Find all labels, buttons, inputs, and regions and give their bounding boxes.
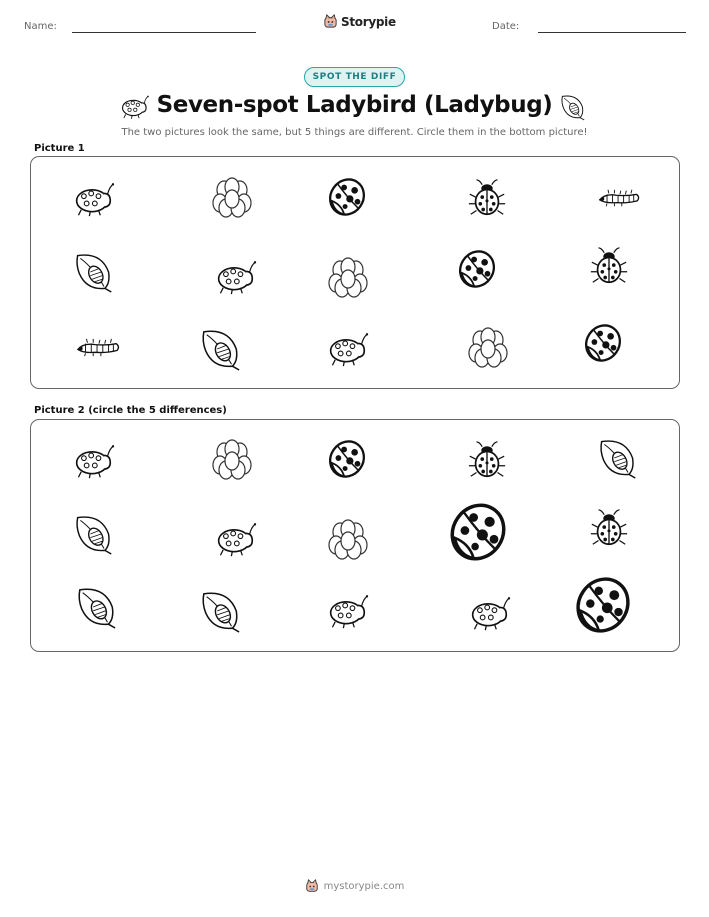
name-line[interactable]	[72, 32, 256, 33]
larva-icon[interactable]	[596, 186, 642, 210]
brand-logo	[323, 14, 396, 29]
ladybug-top-icon[interactable]	[466, 178, 508, 220]
spot-the-diff-badge: SPOT THE DIFF	[304, 67, 405, 87]
ladybug-side-icon[interactable]	[212, 256, 258, 296]
ladybug-top-icon[interactable]	[466, 440, 508, 482]
ladybug-shell-icon[interactable]	[582, 322, 624, 364]
leaf-pupa-icon[interactable]	[200, 326, 242, 372]
leaf-pupa-icon[interactable]	[598, 436, 638, 480]
leaf-pupa-icon[interactable]	[76, 584, 118, 630]
page-title: Seven-spot Ladybird (Ladybug)	[156, 92, 553, 118]
storypie-logo-icon	[323, 14, 338, 29]
date-line[interactable]	[538, 32, 686, 33]
egg-cluster-icon[interactable]	[210, 438, 254, 482]
larva-icon[interactable]	[74, 335, 122, 360]
ladybug-side-icon[interactable]	[212, 518, 258, 558]
leaf-pupa-icon[interactable]	[74, 512, 114, 556]
ladybug-shell-icon-large[interactable]	[446, 500, 510, 564]
ladybug-side-icon[interactable]	[466, 592, 512, 632]
ladybug-side-icon[interactable]	[324, 590, 370, 630]
egg-cluster-icon[interactable]	[210, 176, 254, 220]
picture-1-label: Picture 1	[34, 143, 85, 154]
leaf-pupa-icon	[560, 92, 586, 122]
egg-cluster-icon[interactable]	[326, 256, 370, 300]
footer-site[interactable]: mystorypie.com	[323, 880, 405, 892]
ladybug-side-icon[interactable]	[324, 328, 370, 368]
name-label: Name:	[24, 21, 57, 32]
leaf-pupa-icon[interactable]	[74, 250, 114, 294]
ladybug-top-icon[interactable]	[588, 246, 630, 288]
ladybug-shell-icon[interactable]	[326, 176, 368, 218]
storypie-logo-icon	[305, 879, 319, 893]
ladybug-side-icon[interactable]	[70, 178, 116, 218]
date-label: Date:	[492, 21, 520, 32]
picture-2-label: Picture 2 (circle the 5 differences)	[34, 405, 227, 416]
footer	[0, 879, 709, 893]
ladybug-shell-icon-large[interactable]	[572, 574, 634, 636]
instructions: The two pictures look the same, but 5 things are different. Circle them in the bottom picture!	[121, 127, 588, 138]
ladybug-side-icon[interactable]	[70, 440, 116, 480]
egg-cluster-icon[interactable]	[326, 518, 370, 562]
brand-name: Storypie	[341, 14, 396, 29]
ladybug-shell-icon[interactable]	[326, 438, 368, 480]
leaf-pupa-icon[interactable]	[200, 588, 242, 634]
egg-cluster-icon[interactable]	[466, 326, 510, 370]
ladybug-top-icon[interactable]	[588, 508, 630, 550]
ladybug-shell-icon[interactable]	[456, 248, 498, 290]
